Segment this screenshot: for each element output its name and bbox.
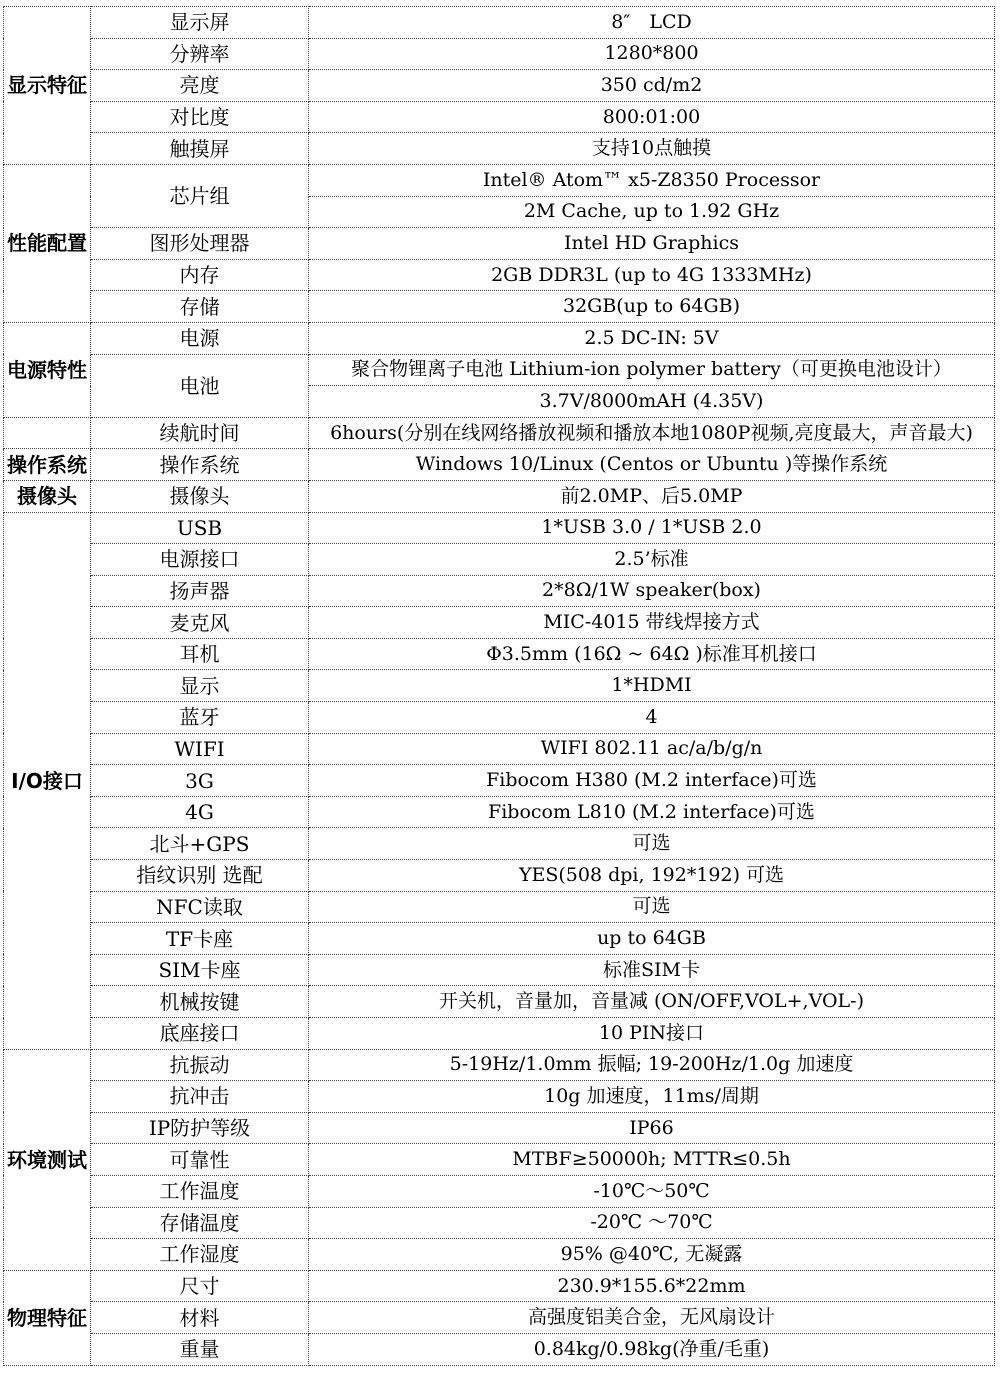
spec-name-cell: 工作温度 xyxy=(91,1175,309,1207)
spec-value-cell: Intel® Atom™ x5-Z8350 Processor xyxy=(309,164,995,196)
spec-value-cell: 230.9*155.6*22mm xyxy=(309,1270,995,1302)
table-row xyxy=(4,1018,995,1050)
spec-name-cell: 机械按键 xyxy=(91,986,309,1018)
spec-value-cell: 2M Cache, up to 1.92 GHz xyxy=(309,196,995,228)
category-cell xyxy=(4,417,91,449)
spec-name-cell: 材料 xyxy=(91,1302,309,1334)
spec-name-cell: 抗振动 xyxy=(91,1049,309,1081)
table-row xyxy=(4,1302,995,1334)
spec-name-cell: SIM卡座 xyxy=(91,954,309,986)
spec-name-cell: 摄像头 xyxy=(91,480,309,512)
spec-name-cell: NFC读取 xyxy=(91,891,309,923)
spec-value-cell: 5-19Hz/1.0mm 振幅; 19-200Hz/1.0g 加速度 xyxy=(309,1049,995,1081)
spec-name-cell: 对比度 xyxy=(91,101,309,133)
table-row xyxy=(4,512,995,544)
table-row xyxy=(4,544,995,576)
spec-table-body xyxy=(4,7,995,1366)
spec-value-cell: YES(508 dpi, 192*192) 可选 xyxy=(309,860,995,892)
spec-name-cell: 指纹识别 选配 xyxy=(91,860,309,892)
spec-name-cell: 亮度 xyxy=(91,70,309,102)
spec-value-cell: 前2.0MP、后5.0MP xyxy=(309,480,995,512)
table-row xyxy=(4,1112,995,1144)
category-cell: 物理特征 xyxy=(4,1270,91,1365)
table-row xyxy=(4,291,995,323)
table-row xyxy=(4,986,995,1018)
spec-value-cell: 8″ LCD xyxy=(309,7,995,39)
table-row xyxy=(4,7,995,39)
spec-value-cell: 可选 xyxy=(309,828,995,860)
spec-name-cell: 图形处理器 xyxy=(91,228,309,260)
spec-name-cell: 内存 xyxy=(91,259,309,291)
category-cell: 显示特征 xyxy=(4,7,91,165)
spec-value-cell: 2GB DDR3L (up to 4G 1333MHz) xyxy=(309,259,995,291)
spec-name-cell: 可靠性 xyxy=(91,1144,309,1176)
category-cell: 环境测试 xyxy=(4,1049,91,1270)
table-row xyxy=(4,828,995,860)
spec-value-cell: Windows 10/Linux (Centos or Ubuntu )等操作系统 xyxy=(309,449,995,481)
spec-value-cell: Φ3.5mm (16Ω ~ 64Ω )标准耳机接口 xyxy=(309,638,995,670)
spec-value-cell: 95% @40℃, 无凝露 xyxy=(309,1239,995,1271)
spec-name-cell: 蓝牙 xyxy=(91,702,309,734)
spec-name-cell: 存储 xyxy=(91,291,309,323)
spec-value-cell: 32GB(up to 64GB) xyxy=(309,291,995,323)
table-row xyxy=(4,1049,995,1081)
spec-value-cell: -20℃ ～70℃ xyxy=(309,1207,995,1239)
spec-value-cell: 3.7V/8000mAH (4.35V) xyxy=(309,386,995,418)
spec-value-cell: 4 xyxy=(309,702,995,734)
spec-value-cell: MIC-4015 带线焊接方式 xyxy=(309,607,995,639)
category-cell: 操作系统 xyxy=(4,449,91,481)
spec-value-cell: 聚合物锂离子电池 Lithium-ion polymer battery（可更换电池设计） xyxy=(309,354,995,386)
table-row xyxy=(4,259,995,291)
spec-name-cell: USB xyxy=(91,512,309,544)
spec-value-cell: 1*USB 3.0 / 1*USB 2.0 xyxy=(309,512,995,544)
spec-value-cell: WIFI 802.11 ac/a/b/g/n xyxy=(309,733,995,765)
table-row xyxy=(4,954,995,986)
spec-value-cell: Intel HD Graphics xyxy=(309,228,995,260)
category-cell: 性能配置 xyxy=(4,164,91,322)
spec-name-cell: 分辨率 xyxy=(91,38,309,70)
spec-name-cell: 抗冲击 xyxy=(91,1081,309,1113)
spec-name-cell: 3G xyxy=(91,765,309,797)
spec-name-cell: 电池 xyxy=(91,354,309,417)
table-row xyxy=(4,860,995,892)
spec-value-cell: -10℃～50℃ xyxy=(309,1175,995,1207)
spec-name-cell: 工作湿度 xyxy=(91,1239,309,1271)
spec-name-cell: 芯片组 xyxy=(91,164,309,227)
spec-value-cell: 0.84kg/0.98kg(净重/毛重) xyxy=(309,1333,995,1365)
spec-name-cell: 显示屏 xyxy=(91,7,309,39)
spec-value-cell: 350 cd/m2 xyxy=(309,70,995,102)
spec-value-cell: MTBF≥50000h; MTTR≤0.5h xyxy=(309,1144,995,1176)
spec-value-cell: Fibocom L810 (M.2 interface)可选 xyxy=(309,796,995,828)
table-row xyxy=(4,133,995,165)
spec-name-cell: 耳机 xyxy=(91,638,309,670)
spec-name-cell: 电源 xyxy=(91,322,309,354)
spec-value-cell: 10 PIN接口 xyxy=(309,1018,995,1050)
spec-value-cell: 1280*800 xyxy=(309,38,995,70)
table-row xyxy=(4,480,995,512)
spec-table xyxy=(3,6,995,1366)
category-cell: 电源特性 xyxy=(4,322,91,417)
spec-name-cell: 重量 xyxy=(91,1333,309,1365)
table-row xyxy=(4,638,995,670)
spec-value-cell: 2*8Ω/1W speaker(box) xyxy=(309,575,995,607)
table-row xyxy=(4,1270,995,1302)
spec-value-cell: 2.5 DC-IN: 5V xyxy=(309,322,995,354)
spec-value-cell: 可选 xyxy=(309,891,995,923)
spec-value-cell: Fibocom H380 (M.2 interface)可选 xyxy=(309,765,995,797)
table-row xyxy=(4,164,995,196)
spec-value-cell: 10g 加速度，11ms/周期 xyxy=(309,1081,995,1113)
table-row xyxy=(4,228,995,260)
spec-name-cell: 北斗+GPS xyxy=(91,828,309,860)
table-row xyxy=(4,733,995,765)
category-cell: 摄像头 xyxy=(4,480,91,512)
spec-value-cell: 高强度铝美合金，无风扇设计 xyxy=(309,1302,995,1334)
spec-value-cell: IP66 xyxy=(309,1112,995,1144)
spec-value-cell: 2.5’标准 xyxy=(309,544,995,576)
spec-value-cell: 800:01:00 xyxy=(309,101,995,133)
table-row xyxy=(4,796,995,828)
spec-name-cell: WIFI xyxy=(91,733,309,765)
spec-value-cell: 开关机，音量加，音量减 (ON/OFF,VOL+,VOL-) xyxy=(309,986,995,1018)
table-row xyxy=(4,923,995,955)
spec-name-cell: 扬声器 xyxy=(91,575,309,607)
table-row xyxy=(4,1207,995,1239)
spec-name-cell: 麦克风 xyxy=(91,607,309,639)
table-row xyxy=(4,575,995,607)
table-row xyxy=(4,1333,995,1365)
spec-value-cell: 支持10点触摸 xyxy=(309,133,995,165)
table-row xyxy=(4,70,995,102)
spec-value-cell: up to 64GB xyxy=(309,923,995,955)
table-row xyxy=(4,1144,995,1176)
spec-value-cell: 标准SIM卡 xyxy=(309,954,995,986)
table-row xyxy=(4,1175,995,1207)
table-row xyxy=(4,765,995,797)
table-row xyxy=(4,417,995,449)
table-row xyxy=(4,354,995,386)
spec-name-cell: TF卡座 xyxy=(91,923,309,955)
spec-name-cell: 存储温度 xyxy=(91,1207,309,1239)
table-row xyxy=(4,101,995,133)
spec-name-cell: 显示 xyxy=(91,670,309,702)
spec-name-cell: 电源接口 xyxy=(91,544,309,576)
table-row xyxy=(4,1239,995,1271)
spec-name-cell: 尺寸 xyxy=(91,1270,309,1302)
spec-value-cell: 6hours(分别在线网络播放视频和播放本地1080P视频,亮度最大，声音最大) xyxy=(309,417,995,449)
table-row xyxy=(4,449,995,481)
spec-value-cell: 1*HDMI xyxy=(309,670,995,702)
table-row xyxy=(4,670,995,702)
spec-name-cell: IP防护等级 xyxy=(91,1112,309,1144)
spec-name-cell: 触摸屏 xyxy=(91,133,309,165)
spec-name-cell: 续航时间 xyxy=(91,417,309,449)
table-row xyxy=(4,891,995,923)
spec-name-cell: 底座接口 xyxy=(91,1018,309,1050)
table-row xyxy=(4,38,995,70)
category-cell: I/O接口 xyxy=(4,512,91,1049)
table-row xyxy=(4,702,995,734)
table-row xyxy=(4,607,995,639)
spec-name-cell: 4G xyxy=(91,796,309,828)
table-row xyxy=(4,1081,995,1113)
spec-name-cell: 操作系统 xyxy=(91,449,309,481)
table-row xyxy=(4,322,995,354)
